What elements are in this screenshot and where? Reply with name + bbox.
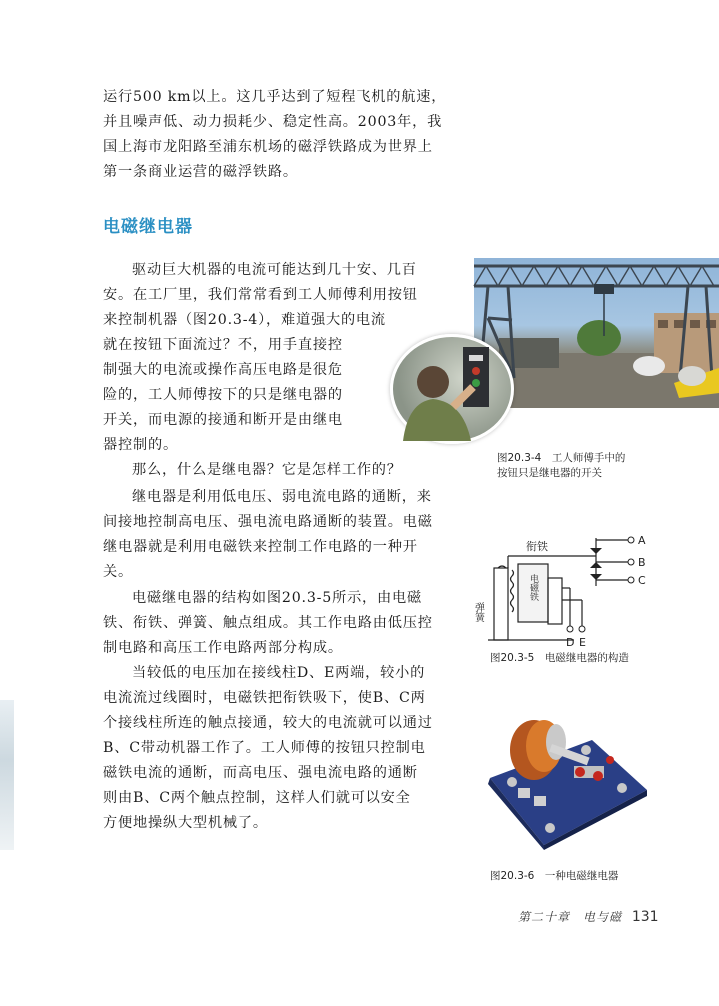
text-line: 电流流过线圈时，电磁铁把衔铁吸下，使B、C两 <box>103 690 426 706</box>
text-line: 铁、衔铁、弹簧、触点组成。其工作电路由低压控 <box>103 615 433 631</box>
definition-paragraph <box>103 485 433 585</box>
text-line: 制电路和高压工作电路两部分构成。 <box>103 640 343 656</box>
left-edge-photo-strip <box>0 700 14 850</box>
text-line: 来控制机器（图20.3-4），难道强大的电流 <box>103 312 386 328</box>
text-line: 开关，而电源的接通和断开是由继电 <box>103 412 343 428</box>
figure-20-3-5-caption: 图20.3-5 电磁继电器的构造 <box>490 652 629 664</box>
label-a: A <box>638 534 646 547</box>
label-e: E <box>579 636 586 649</box>
relay-intro-paragraph <box>103 258 418 458</box>
label-d: D <box>566 636 575 649</box>
text-line: 险的，工人师傅按下的只是继电器的 <box>103 387 343 403</box>
text-line: B、C带动机器工作了。工人师傅的按钮只控制电 <box>103 740 426 756</box>
text-line: 制强大的电流或操作高压电路是很危 <box>103 362 343 378</box>
text-line: 就在按钮下面流过？不，用手直接控 <box>103 337 343 353</box>
text-line: 则由B、C两个触点控制，这样人们就可以安全 <box>103 790 411 806</box>
text-line: 间接地控制高电压、强电流电路通断的装置。电磁 <box>103 514 433 530</box>
section-title: 电磁继电器 <box>103 217 193 237</box>
text-line: 驱动巨大机器的电流可能达到几十安、几百 <box>132 262 417 278</box>
text-line: 国上海市龙阳路至浦东机场的磁浮铁路成为世界上 <box>103 139 433 155</box>
page-number: 131 <box>631 909 659 925</box>
working-paragraph <box>103 661 433 836</box>
text-line: 方便地操纵大型机械了。 <box>103 815 268 831</box>
label-b: B <box>638 556 646 569</box>
contact-c <box>590 574 602 580</box>
question-paragraph <box>103 458 402 483</box>
contact-b <box>590 562 602 568</box>
label-electromagnet: 电磁铁 <box>528 574 538 601</box>
electromagnetic-relay-photo <box>482 700 652 850</box>
worker-pressing-button-photo <box>390 334 514 444</box>
text-line: 当较低的电压加在接线柱D、E两端，较小的 <box>132 665 426 681</box>
text-line: 继电器就是利用电磁铁来控制工作电路的一种开 <box>103 539 418 555</box>
spring-support <box>494 568 508 640</box>
coil-winding <box>511 570 514 612</box>
relay-illustration <box>482 700 652 850</box>
text-line: 个接线柱所连的触点接通，较大的电流就可以通过 <box>103 715 433 731</box>
terminal-a <box>628 537 634 543</box>
text-line: 运行500 km以上。这几乎达到了短程飞机的航速， <box>103 89 447 105</box>
figure-20-3-4-caption <box>497 451 625 481</box>
terminal-e <box>579 626 585 632</box>
label-spring: 弹簧 <box>472 602 484 622</box>
relay-structure-diagram <box>472 528 668 650</box>
text-line: 安。在工厂里，我们常常看到工人师傅利用按钮 <box>103 287 418 303</box>
contact-a <box>590 548 602 554</box>
text-line: 那么，什么是继电器？它是怎样工作的？ <box>132 462 402 478</box>
chapter-title: 第二十章 电与磁 <box>518 910 623 924</box>
text-line: 关。 <box>103 564 133 580</box>
terminal-b <box>628 559 634 565</box>
text-line: 并且噪声低、动力损耗少、稳定性高。2003年，我 <box>103 114 443 130</box>
structure-paragraph <box>103 586 433 661</box>
caption-line: 按钮只是继电器的开关 <box>497 467 602 479</box>
text-line: 器控制的。 <box>103 437 178 453</box>
text-line: 磁铁电流的通断，而高电压、强电流电路的通断 <box>103 765 418 781</box>
label-c: C <box>638 574 646 587</box>
intro-paragraph <box>103 85 466 185</box>
caption-line: 图20.3-4 工人师傅手中的 <box>497 452 626 464</box>
text-line: 继电器是利用低电压、弱电流电路的通断，来 <box>132 489 432 505</box>
label-armature: 衔铁 <box>526 540 548 553</box>
electromagnet-body <box>548 578 562 624</box>
terminal-d <box>567 626 573 632</box>
figure-20-3-6-caption: 图20.3-6 一种电磁继电器 <box>490 870 619 882</box>
text-line: 电磁继电器的结构如图20.3-5所示，由电磁 <box>132 590 423 606</box>
worker-illustration <box>393 337 511 441</box>
terminal-c <box>628 577 634 583</box>
page-footer <box>518 908 659 925</box>
text-line: 第一条商业运营的磁浮铁路。 <box>103 164 298 180</box>
